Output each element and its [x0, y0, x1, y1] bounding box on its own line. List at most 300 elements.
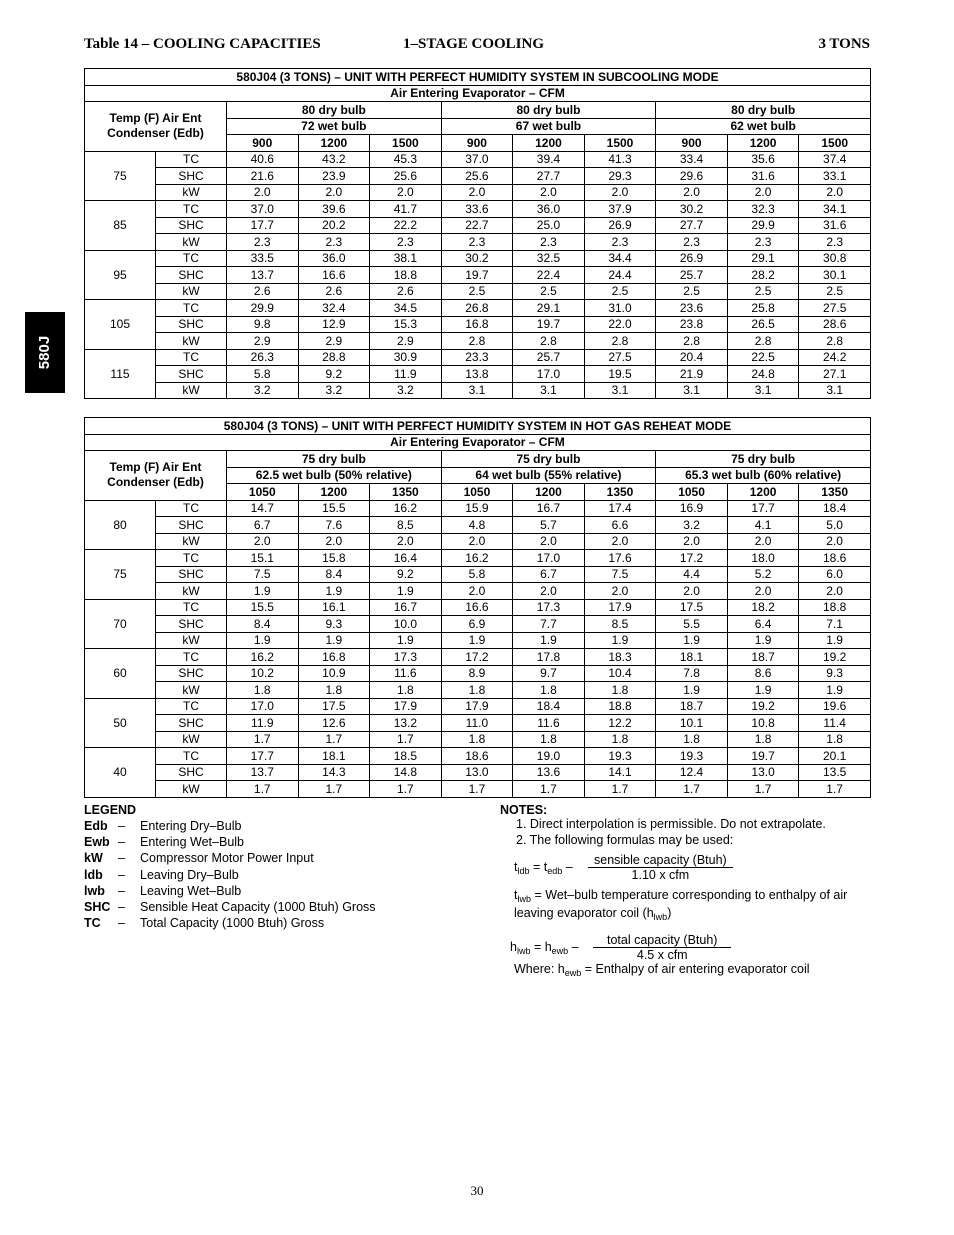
value-cell: 17.2	[656, 550, 728, 567]
value-cell: 27.7	[656, 217, 728, 234]
metric-label-cell: SHC	[156, 366, 227, 383]
value-cell: 1.7	[227, 781, 299, 798]
metric-label-cell: SHC	[156, 616, 227, 633]
table-title: 580J04 (3 TONS) – UNIT WITH PERFECT HUMIDITY SYSTEM IN HOT GAS REHEAT MODE	[85, 418, 871, 435]
wet-bulb-header: 62.5 wet bulb (50% relative)	[227, 467, 442, 484]
legend-item	[84, 867, 484, 883]
table-row	[85, 234, 871, 251]
value-cell: 1.9	[584, 632, 656, 649]
value-cell: 12.6	[298, 715, 370, 732]
metric-label-cell: kW	[156, 632, 227, 649]
value-cell: 24.8	[727, 366, 799, 383]
value-cell: 21.9	[656, 366, 728, 383]
value-cell: 29.6	[656, 168, 728, 185]
value-cell: 12.2	[584, 715, 656, 732]
formula-lwb-fraction	[593, 933, 731, 962]
value-cell: 1.8	[513, 682, 585, 699]
condenser-temp-cell: 85	[85, 201, 156, 251]
table-row	[85, 500, 871, 517]
value-cell: 25.6	[441, 168, 513, 185]
value-cell: 25.8	[727, 300, 799, 317]
value-cell: 2.0	[656, 533, 728, 550]
value-cell: 19.3	[656, 748, 728, 765]
temp-header	[85, 451, 227, 501]
value-cell: 8.5	[370, 517, 442, 534]
condenser-temp-cell: 40	[85, 748, 156, 798]
value-cell: 7.1	[799, 616, 871, 633]
dry-bulb-header: 80 dry bulb	[227, 102, 442, 119]
value-cell: 29.1	[727, 250, 799, 267]
value-cell: 10.0	[370, 616, 442, 633]
legend-dash: –	[118, 851, 125, 866]
value-cell: 11.0	[441, 715, 513, 732]
value-cell: 2.0	[799, 533, 871, 550]
value-cell: 23.9	[298, 168, 370, 185]
metric-label-cell: kW	[156, 283, 227, 300]
table-row	[85, 267, 871, 284]
value-cell: 37.9	[584, 201, 656, 218]
value-cell: 26.8	[441, 300, 513, 317]
value-cell: 2.5	[513, 283, 585, 300]
legend-item	[84, 899, 484, 915]
table-row	[85, 382, 871, 399]
metric-label-cell: TC	[156, 300, 227, 317]
temp-header-line-1: Temp (F) Air Ent	[109, 460, 202, 475]
cfm-header: 1350	[584, 484, 656, 501]
value-cell: 2.5	[584, 283, 656, 300]
table-row	[85, 316, 871, 333]
formula-lwb-denominator: 4.5 x cfm	[636, 948, 688, 962]
airflow-row	[85, 85, 871, 102]
metric-label-cell: SHC	[156, 566, 227, 583]
value-cell: 43.2	[298, 151, 370, 168]
value-cell: 13.6	[513, 764, 585, 781]
wet-bulb-header: 65.3 wet bulb (60% relative)	[656, 467, 871, 484]
table-row	[85, 250, 871, 267]
table-row	[85, 731, 871, 748]
value-cell: 19.7	[441, 267, 513, 284]
value-cell: 41.7	[370, 201, 442, 218]
cfm-header: 1050	[441, 484, 513, 501]
value-cell: 18.4	[799, 500, 871, 517]
legend-dash: –	[118, 899, 125, 914]
metric-label-cell: kW	[156, 731, 227, 748]
value-cell: 23.6	[656, 300, 728, 317]
value-cell: 6.0	[799, 566, 871, 583]
value-cell: 2.0	[227, 533, 299, 550]
value-cell: 1.7	[799, 781, 871, 798]
value-cell: 10.2	[227, 665, 299, 682]
value-cell: 18.8	[799, 599, 871, 616]
value-cell: 2.0	[370, 533, 442, 550]
value-cell: 1.9	[656, 632, 728, 649]
value-cell: 16.7	[513, 500, 585, 517]
value-cell: 13.5	[799, 764, 871, 781]
value-cell: 3.1	[727, 382, 799, 399]
value-cell: 1.8	[656, 731, 728, 748]
formula-lwb-numerator: total capacity (Btuh)	[593, 933, 731, 948]
value-cell: 30.8	[799, 250, 871, 267]
value-cell: 25.7	[513, 349, 585, 366]
value-cell: 7.6	[298, 517, 370, 534]
value-cell: 17.8	[513, 649, 585, 666]
page-header	[84, 36, 870, 56]
value-cell: 17.4	[584, 500, 656, 517]
value-cell: 19.2	[799, 649, 871, 666]
legend-description: Total Capacity (1000 Btuh) Gross	[140, 916, 325, 931]
value-cell: 2.3	[441, 234, 513, 251]
value-cell: 29.3	[584, 168, 656, 185]
value-cell: 2.0	[441, 184, 513, 201]
value-cell: 1.9	[513, 632, 585, 649]
value-cell: 34.5	[370, 300, 442, 317]
legend-dash: –	[118, 916, 125, 931]
value-cell: 2.3	[656, 234, 728, 251]
table-row	[85, 151, 871, 168]
value-cell: 32.3	[727, 201, 799, 218]
value-cell: 2.0	[584, 184, 656, 201]
value-cell: 1.7	[441, 781, 513, 798]
value-cell: 6.7	[513, 566, 585, 583]
value-cell: 2.5	[727, 283, 799, 300]
value-cell: 7.5	[584, 566, 656, 583]
value-cell: 2.5	[441, 283, 513, 300]
value-cell: 17.9	[441, 698, 513, 715]
value-cell: 9.3	[799, 665, 871, 682]
legend-key: lwb	[84, 883, 105, 898]
metric-label-cell: TC	[156, 599, 227, 616]
cfm-header: 1200	[513, 135, 585, 152]
value-cell: 2.8	[513, 333, 585, 350]
table-row	[85, 283, 871, 300]
value-cell: 2.6	[370, 283, 442, 300]
value-cell: 28.6	[799, 316, 871, 333]
value-cell: 2.3	[298, 234, 370, 251]
value-cell: 30.2	[656, 201, 728, 218]
value-cell: 32.5	[513, 250, 585, 267]
value-cell: 20.1	[799, 748, 871, 765]
value-cell: 26.5	[727, 316, 799, 333]
value-cell: 1.7	[298, 731, 370, 748]
metric-label-cell: kW	[156, 533, 227, 550]
value-cell: 37.0	[441, 151, 513, 168]
condenser-temp-cell: 115	[85, 349, 156, 399]
value-cell: 8.4	[298, 566, 370, 583]
legend-key: TC	[84, 916, 101, 931]
value-cell: 2.0	[298, 184, 370, 201]
value-cell: 16.9	[656, 500, 728, 517]
value-cell: 14.8	[370, 764, 442, 781]
condenser-temp-cell: 75	[85, 151, 156, 201]
value-cell: 1.9	[298, 632, 370, 649]
value-cell: 17.3	[370, 649, 442, 666]
table-row	[85, 583, 871, 600]
value-cell: 39.6	[298, 201, 370, 218]
value-cell: 22.2	[370, 217, 442, 234]
value-cell: 18.7	[727, 649, 799, 666]
value-cell: 9.2	[370, 566, 442, 583]
metric-label-cell: SHC	[156, 715, 227, 732]
formula-ldb-numerator: sensible capacity (Btuh)	[588, 853, 733, 868]
value-cell: 10.4	[584, 665, 656, 682]
value-cell: 39.4	[513, 151, 585, 168]
table-row	[85, 550, 871, 567]
value-cell: 36.0	[513, 201, 585, 218]
value-cell: 19.3	[584, 748, 656, 765]
cfm-header: 1500	[799, 135, 871, 152]
value-cell: 14.7	[227, 500, 299, 517]
airflow-row	[85, 434, 871, 451]
value-cell: 18.5	[370, 748, 442, 765]
value-cell: 2.8	[727, 333, 799, 350]
value-cell: 21.6	[227, 168, 299, 185]
value-cell: 16.4	[370, 550, 442, 567]
condenser-temp-cell: 95	[85, 250, 156, 300]
value-cell: 1.9	[227, 583, 299, 600]
value-cell: 1.7	[298, 781, 370, 798]
value-cell: 17.5	[298, 698, 370, 715]
value-cell: 29.9	[727, 217, 799, 234]
cfm-header: 1500	[584, 135, 656, 152]
value-cell: 19.2	[727, 698, 799, 715]
value-cell: 18.1	[656, 649, 728, 666]
value-cell: 1.7	[370, 781, 442, 798]
value-cell: 16.2	[227, 649, 299, 666]
table-row	[85, 349, 871, 366]
value-cell: 16.1	[298, 599, 370, 616]
metric-label-cell: SHC	[156, 267, 227, 284]
dry-bulb-header: 75 dry bulb	[227, 451, 442, 468]
value-cell: 19.0	[513, 748, 585, 765]
value-cell: 13.7	[227, 764, 299, 781]
value-cell: 11.9	[370, 366, 442, 383]
value-cell: 13.7	[227, 267, 299, 284]
value-cell: 1.9	[370, 583, 442, 600]
value-cell: 18.0	[727, 550, 799, 567]
value-cell: 26.9	[584, 217, 656, 234]
table-row	[85, 632, 871, 649]
value-cell: 17.0	[513, 550, 585, 567]
value-cell: 17.5	[656, 599, 728, 616]
value-cell: 16.7	[370, 599, 442, 616]
value-cell: 18.6	[799, 550, 871, 567]
value-cell: 7.7	[513, 616, 585, 633]
value-cell: 33.1	[799, 168, 871, 185]
value-cell: 5.7	[513, 517, 585, 534]
value-cell: 15.1	[227, 550, 299, 567]
value-cell: 1.8	[584, 682, 656, 699]
value-cell: 22.7	[441, 217, 513, 234]
value-cell: 37.4	[799, 151, 871, 168]
metric-label-cell: kW	[156, 184, 227, 201]
value-cell: 1.8	[727, 731, 799, 748]
value-cell: 2.9	[370, 333, 442, 350]
value-cell: 1.9	[227, 632, 299, 649]
table-row	[85, 748, 871, 765]
metric-label-cell: TC	[156, 349, 227, 366]
value-cell: 2.0	[513, 184, 585, 201]
metric-label-cell: TC	[156, 201, 227, 218]
value-cell: 18.4	[513, 698, 585, 715]
value-cell: 10.1	[656, 715, 728, 732]
value-cell: 2.9	[227, 333, 299, 350]
formula-ldb-fraction	[588, 853, 733, 882]
value-cell: 26.9	[656, 250, 728, 267]
value-cell: 17.0	[227, 698, 299, 715]
value-cell: 8.5	[584, 616, 656, 633]
table-title: 580J04 (3 TONS) – UNIT WITH PERFECT HUMIDITY SYSTEM IN SUBCOOLING MODE	[85, 69, 871, 86]
value-cell: 3.1	[584, 382, 656, 399]
dry-bulb-row	[85, 451, 871, 468]
wet-bulb-header: 72 wet bulb	[227, 118, 442, 135]
legend-description: Sensible Heat Capacity (1000 Btuh) Gross	[140, 899, 376, 914]
legend-description: Leaving Wet–Bulb	[140, 883, 242, 898]
value-cell: 26.3	[227, 349, 299, 366]
value-cell: 11.4	[799, 715, 871, 732]
value-cell: 2.3	[370, 234, 442, 251]
value-cell: 5.8	[227, 366, 299, 383]
value-cell: 4.8	[441, 517, 513, 534]
metric-label-cell: TC	[156, 500, 227, 517]
value-cell: 18.1	[298, 748, 370, 765]
value-cell: 2.0	[656, 184, 728, 201]
value-cell: 17.2	[441, 649, 513, 666]
side-tab	[25, 312, 65, 393]
value-cell: 9.3	[298, 616, 370, 633]
value-cell: 5.8	[441, 566, 513, 583]
value-cell: 3.2	[656, 517, 728, 534]
value-cell: 2.0	[799, 184, 871, 201]
value-cell: 18.8	[584, 698, 656, 715]
value-cell: 6.6	[584, 517, 656, 534]
value-cell: 31.6	[799, 217, 871, 234]
cfm-header: 1200	[513, 484, 585, 501]
metric-label-cell: kW	[156, 781, 227, 798]
condenser-temp-cell: 80	[85, 500, 156, 550]
value-cell: 18.6	[441, 748, 513, 765]
temp-header	[85, 102, 227, 152]
value-cell: 5.2	[727, 566, 799, 583]
condenser-temp-cell: 105	[85, 300, 156, 350]
value-cell: 1.8	[227, 682, 299, 699]
temp-header-line-2: Condenser (Edb)	[107, 126, 204, 141]
temp-header-line-2: Condenser (Edb)	[107, 475, 204, 490]
value-cell: 2.5	[656, 283, 728, 300]
value-cell: 6.7	[227, 517, 299, 534]
value-cell: 2.6	[227, 283, 299, 300]
value-cell: 41.3	[584, 151, 656, 168]
metric-label-cell: TC	[156, 151, 227, 168]
wet-bulb-header: 64 wet bulb (55% relative)	[441, 467, 656, 484]
value-cell: 23.3	[441, 349, 513, 366]
table-row	[85, 682, 871, 699]
formula-ldb-denominator: 1.10 x cfm	[631, 868, 690, 882]
value-cell: 12.4	[656, 764, 728, 781]
value-cell: 22.4	[513, 267, 585, 284]
metric-label-cell: SHC	[156, 316, 227, 333]
stage-label: 1–STAGE COOLING	[403, 36, 544, 52]
table-row	[85, 300, 871, 317]
value-cell: 18.3	[584, 649, 656, 666]
metric-label-cell: SHC	[156, 665, 227, 682]
value-cell: 22.5	[727, 349, 799, 366]
value-cell: 16.8	[441, 316, 513, 333]
value-cell: 2.0	[727, 533, 799, 550]
value-cell: 34.1	[799, 201, 871, 218]
value-cell: 2.0	[441, 533, 513, 550]
value-cell: 2.0	[584, 583, 656, 600]
value-cell: 2.3	[799, 234, 871, 251]
value-cell: 2.0	[441, 583, 513, 600]
value-cell: 5.5	[656, 616, 728, 633]
value-cell: 17.3	[513, 599, 585, 616]
table-row	[85, 168, 871, 185]
lwb-definition: $t_{lwb}$ = Wet–bulb temperature corresponding to enthalpy of air leaving evaporator coil $(h_{lwb})$	[514, 888, 848, 922]
value-cell: 33.6	[441, 201, 513, 218]
dry-bulb-header: 80 dry bulb	[441, 102, 656, 119]
formula-lwb	[500, 934, 870, 964]
metric-label-cell: TC	[156, 748, 227, 765]
metric-label-cell: TC	[156, 550, 227, 567]
cfm-header: 900	[656, 135, 728, 152]
value-cell: 2.8	[441, 333, 513, 350]
temp-header-line-1: Temp (F) Air Ent	[109, 111, 202, 126]
metric-label-cell: kW	[156, 382, 227, 399]
value-cell: 16.8	[298, 649, 370, 666]
table-row	[85, 333, 871, 350]
formula-ldb	[500, 854, 870, 884]
value-cell: 2.0	[298, 533, 370, 550]
wet-bulb-header: 62 wet bulb	[656, 118, 871, 135]
legend-description: Entering Wet–Bulb	[140, 835, 244, 850]
value-cell: 36.0	[298, 250, 370, 267]
metric-label-cell: TC	[156, 698, 227, 715]
value-cell: 2.0	[656, 583, 728, 600]
value-cell: 11.9	[227, 715, 299, 732]
value-cell: 16.6	[298, 267, 370, 284]
condenser-temp-cell: 50	[85, 698, 156, 748]
value-cell: 9.2	[298, 366, 370, 383]
metric-label-cell: SHC	[156, 168, 227, 185]
value-cell: 3.1	[441, 382, 513, 399]
value-cell: 1.8	[298, 682, 370, 699]
legend-title: LEGEND	[84, 803, 137, 817]
legend-item	[84, 818, 484, 834]
value-cell: 2.8	[656, 333, 728, 350]
legend-item	[84, 883, 484, 899]
value-cell: 2.5	[799, 283, 871, 300]
value-cell: 12.9	[298, 316, 370, 333]
value-cell: 31.6	[727, 168, 799, 185]
value-cell: 20.2	[298, 217, 370, 234]
legend-item	[84, 834, 484, 850]
value-cell: 11.6	[370, 665, 442, 682]
value-cell: 1.8	[441, 682, 513, 699]
value-cell: 17.7	[727, 500, 799, 517]
value-cell: 28.8	[298, 349, 370, 366]
value-cell: 40.6	[227, 151, 299, 168]
value-cell: 2.0	[370, 184, 442, 201]
value-cell: 31.0	[584, 300, 656, 317]
table-row	[85, 184, 871, 201]
value-cell: 30.9	[370, 349, 442, 366]
value-cell: 1.8	[799, 731, 871, 748]
value-cell: 18.7	[656, 698, 728, 715]
value-cell: 2.8	[584, 333, 656, 350]
legend-description: Leaving Dry–Bulb	[140, 867, 239, 882]
value-cell: 2.0	[513, 583, 585, 600]
cfm-header: 900	[441, 135, 513, 152]
